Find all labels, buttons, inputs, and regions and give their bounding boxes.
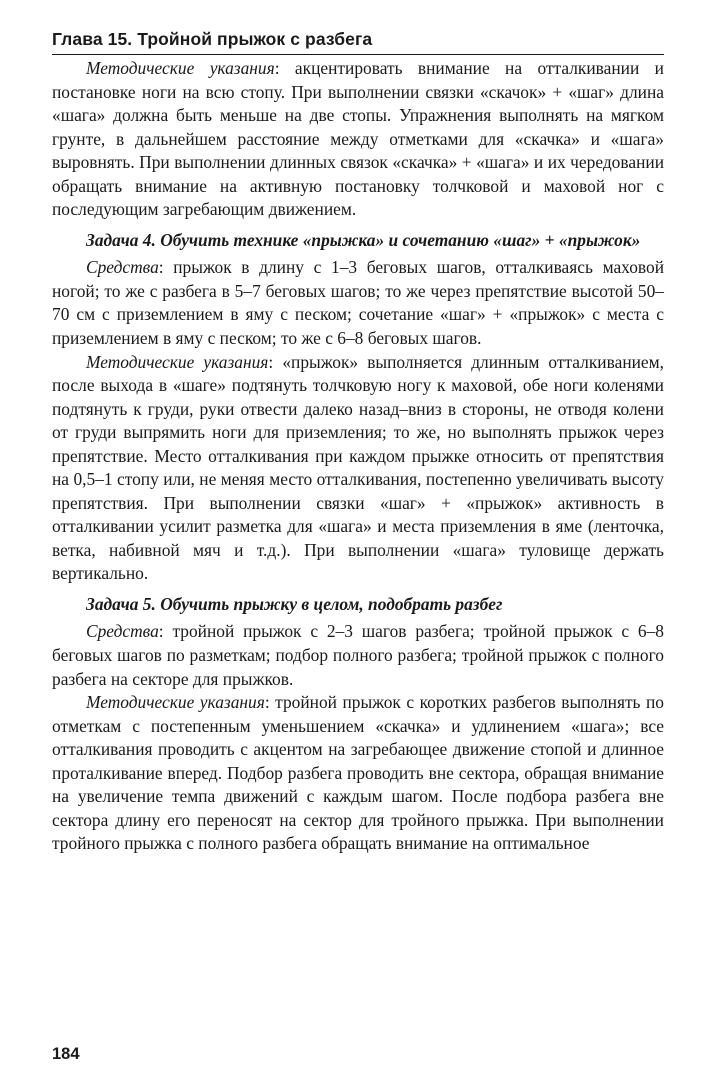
paragraph-text: : тройной прыжок с 2–3 шагов разбега; тройной прыжок с 6–8 беговых шагов по разметкам; подбор полного разбега; тройной прыжок с полного разбега на секторе для прыжков. [52,621,664,689]
paragraph-text: : акцентировать внимание на отталкивании и постановке ноги на всю стопу. При выполнении связки «скачок» + «шаг» длина «шага» должна быть меньше на две стопы. Упражнения выполнять на мягком грунте, в дальнейшем расстояние между отметками для «скачка» и «шага» выровнять. При выполнении длинных связок «скачка» + «шага» и их чередовании обращать внимание на активную постановку толчковой и маховой ног с последующим загребающим движением. [52,58,664,220]
page-body [52,57,664,856]
paragraph-text: : тройной прыжок с коротких разбегов выполнять по отметкам с постепенным уменьшением «скачка» и удлинением «шага»; все отталкивания проводить с акцентом на загребающее движение стопой и длинное проталкивание вперед. Подбор разбега проводить вне сектора, обращая внимание на увеличение темпа движений с каждым шагом. После подбора разбега вне сектора длину его переносят на сектор для тройного прыжка. При выполнении тройного прыжка с полного разбега обращать внимание на оптимальное [52,692,664,854]
paragraph-means-2 [52,620,664,691]
book-page [52,28,664,856]
paragraph-methodical-notes-3 [52,691,664,856]
chapter-header: Глава 15. Тройной прыжок с разбега [52,28,664,55]
task-5-heading: Задача 5. Обучить прыжку в целом, подобрать разбег [86,593,503,614]
paragraph-label: Средства [86,621,159,642]
task-4-heading: Задача 4. Обучить технике «прыжка» и сочетанию «шаг» + «прыжок» [86,229,641,250]
paragraph-text: : прыжок в длину с 1–3 беговых шагов, отталкиваясь маховой ногой; то же с разбега в 5–7 беговых шагов; то же через препятствие высотой 50–70 см с приземлением в яму с песком; сочетание «шаг» + «прыжок» с места с приземлением в яму с песком; то же с 6–8 беговых шагов. [52,257,664,348]
paragraph-label: Методические указания [86,692,265,713]
paragraph-methodical-notes-1 [52,57,664,222]
paragraph-methodical-notes-2 [52,351,664,586]
page-number: 184 [52,1045,80,1063]
paragraph-means-1 [52,256,664,350]
paragraph-text: : «прыжок» выполняется длинным отталкиванием, после выхода в «шаге» подтянуть толчковую ногу к маховой, обе ноги коленями подтянуть к груди, руки отвести далеко назад–вниз в стороны, не отводя колени от груди выпрямить ноги для приземления; то же, но выполнять прыжок через препятствие. Место отталкивания при каждом прыжке относить от препятствия на 0,5–1 стопу или, не меняя место отталкивания, постепенно увеличивать высоту препятствия. При выполнении связки «шаг» + «прыжок» активность в отталкивании усилит разметка для «шага» и места приземления в яме (ленточка, ветка, набивной мяч и т.д.). При выполнении «шага» туловище держать вертикально. [52,351,665,584]
paragraph-label: Методические указания [86,58,275,78]
paragraph-label: Средства [86,257,159,278]
paragraph-label: Методические указания [86,351,269,372]
